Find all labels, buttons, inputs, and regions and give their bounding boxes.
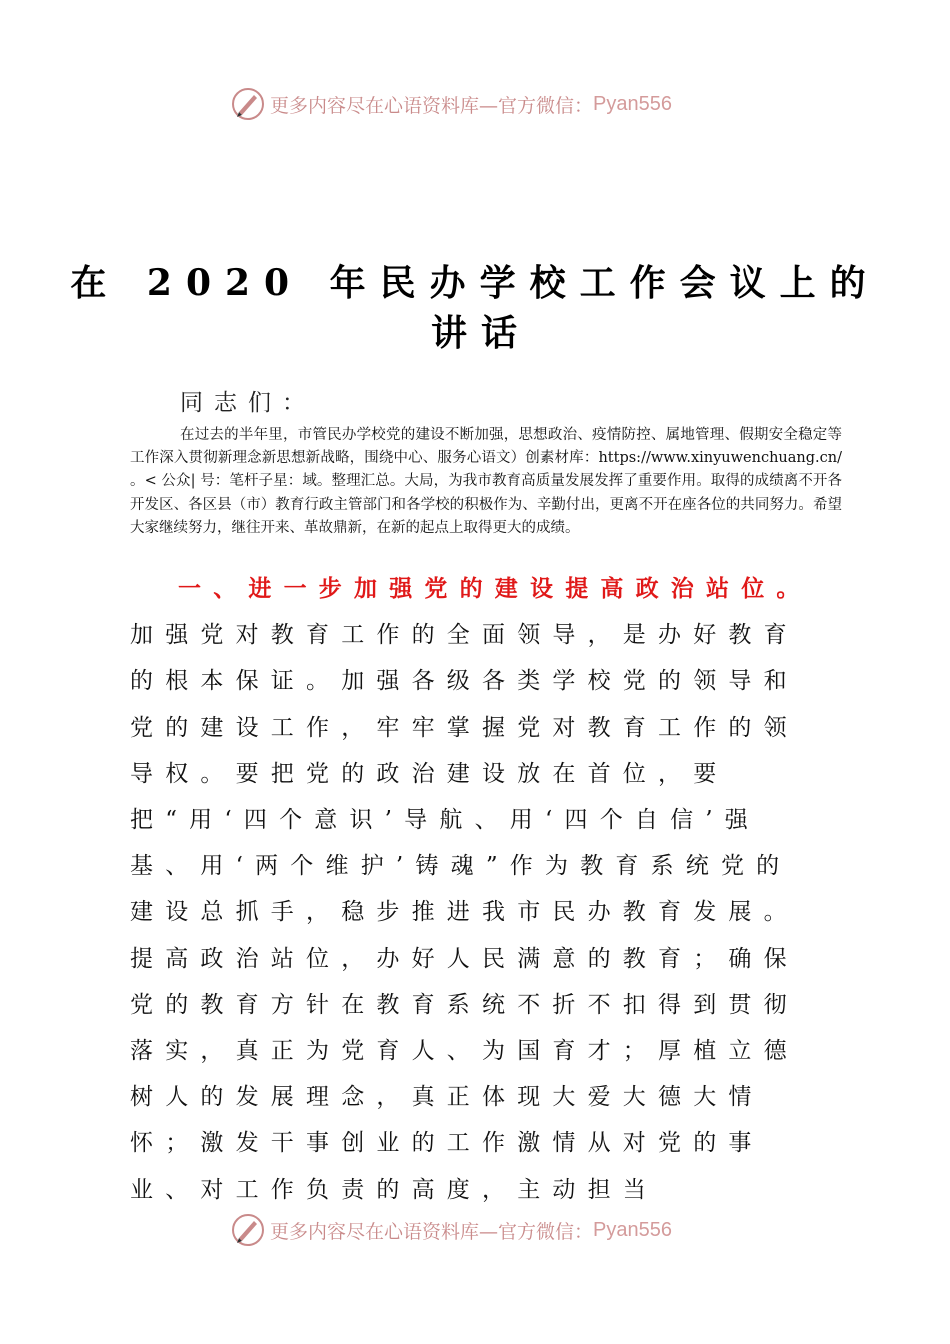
watermark-wechat-id: Pyan556: [593, 1218, 672, 1241]
watermark-text: 更多内容尽在心语资料库—官方微信：: [270, 1220, 594, 1243]
pen-logo-icon: [230, 86, 266, 122]
section-1-heading: 一、进一步加强党的建设提高政治站位。: [178, 575, 812, 602]
intro-text: 在过去的半年里，市管民办学校党的建设不断加强，思想政治、疫情防控、属地管理、假期安全稳定等工作深入贯彻新理念新思想新战略，围绕中心、服务心语文）创素材库：https://www.xinyuwenchuang.cn/ 。< 公众| 号：笔杆子星：域。整理汇总。大局，为我市教育高质量发展发挥了重要作用。取得的成绩离不开各开发区、各区县（市）教育行政主管部门和各学校的积极作为、辛勤付出，更离不开在座各位的共同努力。希望大家继续努力，继往开来、革故鼎新，在新的起点上取得更大的成绩。: [130, 427, 842, 536]
title-line-1: 在 2020 年民办学校工作会议上的: [70, 262, 880, 304]
pen-logo-icon: [230, 1212, 266, 1248]
section-1-body: 加强党对教育工作的全面领导，是办好教育的根本保证。加强各级各类学校党的领导和党的建设工作，牢牢掌握党对教育工作的领导权。要把党的政治建设放在首位，要把“用‘四个意识’导航、用‘四个自信’强基、用‘两个维护’铸魂”作为教育系统党的建设总抓手，稳步推进我市民办教育发展。提高政治站位，办好人民满意的教育；确保党的教育方针在教育系统不折不扣得到贯彻落实，真正为党育人、为国育才；厚植立德树人的发展理念，真正体现大爱大德大情怀；激发干事创业的工作激情从对党的事业、对工作负责的高度，主动担当: [130, 622, 799, 1203]
footer-watermark: [230, 1210, 750, 1250]
title-line-2: 讲话: [430, 312, 531, 354]
intro-paragraph: [130, 424, 842, 540]
watermark-wechat-id: Pyan556: [593, 92, 672, 115]
section-1: [130, 566, 826, 1213]
header-watermark: [230, 84, 750, 124]
greeting: 同志们：: [180, 390, 316, 416]
section-1-paragraph: [130, 566, 826, 1213]
document-title: [0, 258, 950, 358]
watermark-text: 更多内容尽在心语资料库—官方微信：: [270, 94, 594, 117]
